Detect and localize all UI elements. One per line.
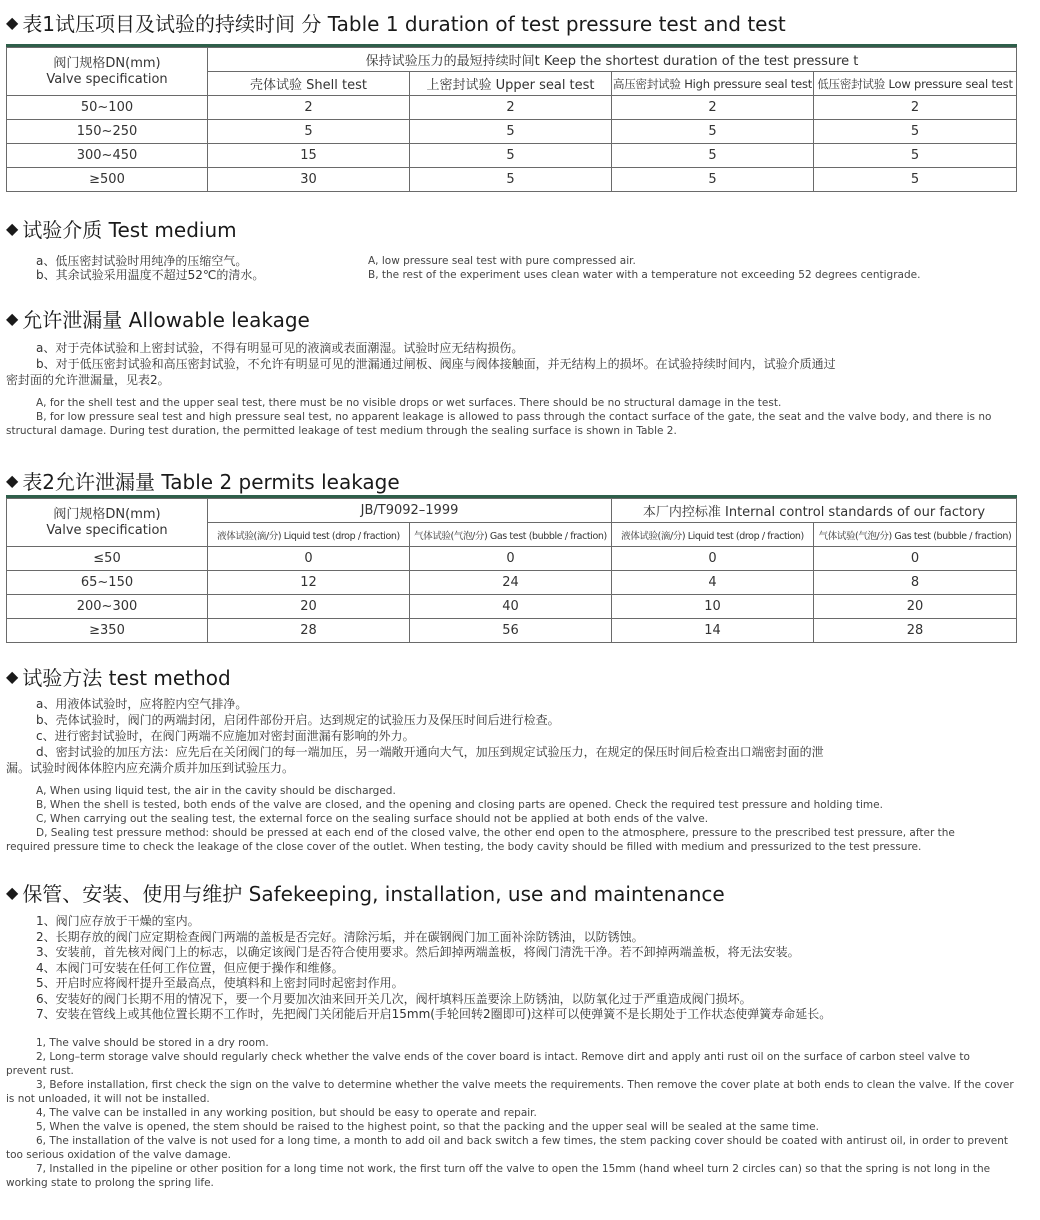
table-cell: 5 xyxy=(410,144,612,168)
table2-col0-cn: 阀门规格DN(mm) xyxy=(53,506,161,522)
maintenance-heading xyxy=(6,878,725,907)
table-cell: 5 xyxy=(814,168,1017,192)
table-row xyxy=(7,547,1017,571)
table-row xyxy=(7,619,1017,643)
table-cell: 0 xyxy=(612,547,814,571)
table-cell: 5 xyxy=(208,120,410,144)
table-row xyxy=(7,571,1017,595)
table-row xyxy=(7,144,1017,168)
table-cell: 300~450 xyxy=(7,144,208,168)
leakage-en-block xyxy=(6,396,1018,438)
maintenance-cn-line: 6、安装好的阀门长期不用的情况下，要一个月要加次油来回开关几次，阀杆填料压盖要涂上防锈油，以防氧化过于严重造成阀门损坏。 xyxy=(36,991,752,1006)
medium-cn-line: b、其余试验采用温度不超过52℃的清水。 xyxy=(36,268,265,282)
leakage-en-line: structural damage. During test duration, the permitted leakage of test medium through the sealing surface is shown in Table 2. xyxy=(6,425,677,437)
maintenance-cn-line: 7、安装在管线上或其他位置长期不工作时，先把阀门关闭能后开启15mm(手轮回转2圈即可)这样可以使弹簧不是长期处于工作状态使弹簧寿命延长。 xyxy=(36,1007,832,1021)
method-cn-line: c、进行密封试验时，在阀门两端不应施加对密封面泄漏有影响的外力。 xyxy=(36,729,415,743)
maintenance-cn-line: 1、阀门应存放于干燥的室内。 xyxy=(36,914,200,928)
maintenance-cn-block xyxy=(6,914,1018,1023)
maintenance-en-line: working state to prolong the spring life. xyxy=(6,1177,214,1189)
maintenance-en-line: 2, Long–term storage valve should regularly check whether the valve ends of the cover board is intact. Remove dirt and apply anti rust oil on the surface of carbon steel valve to xyxy=(36,1051,970,1063)
table2-col0-header xyxy=(7,499,208,547)
table-cell: 2 xyxy=(208,96,410,120)
table-cell: 5 xyxy=(612,144,814,168)
leakage-cn-line: a、对于壳体试验和上密封试验，不得有明显可见的液滴或表面潮湿。试验时应无结构损伤。 xyxy=(36,341,524,355)
method-heading xyxy=(6,662,231,691)
table1 xyxy=(6,44,1017,192)
maintenance-en-line: 6, The installation of the valve is not used for a long time, a month to add oil and back switch a few times, the stem packing cover should be coated with antirust oil, in order to prevent xyxy=(36,1135,1009,1147)
medium-cn-line: a、低压密封试验时用纯净的压缩空气。 xyxy=(36,254,248,268)
maintenance-en-line: prevent rust. xyxy=(6,1065,74,1077)
leakage-cn-line: 密封面的允许泄漏量，见表2。 xyxy=(6,373,170,387)
table-cell: 2 xyxy=(410,96,612,120)
method-en-line: B, When the shell is tested, both ends of the valve are closed, and the opening and closing parts are opened. Check the required test pressure and holding time. xyxy=(36,799,883,811)
medium-en-line: A, low pressure seal test with pure compressed air. xyxy=(368,255,636,267)
table1-group-header: 保持试验压力的最短持续时间t Keep the shortest duration of the test pressure t xyxy=(208,48,1017,72)
table-cell: 5 xyxy=(814,120,1017,144)
table-cell: 2 xyxy=(814,96,1017,120)
diamond-bullet-icon: ◆ xyxy=(6,471,19,490)
table-cell: 12 xyxy=(208,571,410,595)
maintenance-en-line: 7, Installed in the pipeline or other position for a long time not work, the first turn off the valve to open the 15mm (hand wheel turn 2 circles can) so that the spring is not long in the xyxy=(36,1163,991,1175)
table-cell: 4 xyxy=(612,571,814,595)
medium-en-block xyxy=(368,254,920,282)
table-cell: 15 xyxy=(208,144,410,168)
table-cell: 20 xyxy=(208,595,410,619)
maintenance-en-line: 4, The valve can be installed in any working position, but should be easy to operate and repair. xyxy=(36,1107,537,1119)
leakage-heading xyxy=(6,304,310,333)
table-cell: 5 xyxy=(410,168,612,192)
table2-group-header: JB/T9092–1999 xyxy=(208,499,612,523)
table-cell: 0 xyxy=(814,547,1017,571)
method-en-line: A, When using liquid test, the air in the cavity should be discharged. xyxy=(36,785,396,797)
maintenance-en-line: 3, Before installation, first check the sign on the valve to determine whether the valve meets the requirements. Then remove the cover plate at both ends to clean the valve. If the cover xyxy=(36,1079,1014,1091)
table-row xyxy=(7,595,1017,619)
table-cell: 24 xyxy=(410,571,612,595)
table1-subheader: 上密封试验 Upper seal test xyxy=(410,72,612,96)
table-cell: 10 xyxy=(612,595,814,619)
table1-heading-text: 表1试压项目及试验的持续时间 分 Table 1 duration of test pressure test and test xyxy=(22,12,786,36)
table2-subheader: 气体试验(气泡/分) Gas test (bubble / fraction) xyxy=(814,523,1017,547)
leakage-heading-text: 允许泄漏量 Allowable leakage xyxy=(22,308,310,332)
method-en-line: C, When carrying out the sealing test, the external force on the sealing surface should not be applied at both ends of the valve. xyxy=(36,813,709,825)
method-cn-block xyxy=(6,696,1018,776)
method-cn-line: a、用液体试验时，应将腔内空气排净。 xyxy=(36,697,248,711)
leakage-cn-line: b、对于低压密封试验和高压密封试验，不允许有明显可见的泄漏通过闸板、阀座与阀体接触面，并无结构上的损坏。在试验持续时间内，试验介质通过 xyxy=(36,357,836,371)
table2-subheader: 液体试验(滴/分) Liquid test (drop / fraction) xyxy=(612,523,814,547)
maintenance-cn-line: 2、长期存放的阀门应定期检查阀门两端的盖板是否完好。清除污垢，并在碳钢阀门加工面补涂防锈油，以防锈蚀。 xyxy=(36,929,644,944)
table2 xyxy=(6,495,1017,643)
table2-subheader: 液体试验(滴/分) Liquid test (drop / fraction) xyxy=(208,523,410,547)
method-en-line: required pressure time to check the leakage of the close cover of the outlet. When testing, the body cavity should be filled with medium and pressurized to the test pressure. xyxy=(6,841,922,853)
table-cell: 8 xyxy=(814,571,1017,595)
table-cell: 50~100 xyxy=(7,96,208,120)
table-cell: 28 xyxy=(814,619,1017,643)
table2-heading-text: 表2允许泄漏量 Table 2 permits leakage xyxy=(22,470,400,494)
maintenance-cn-line: 4、本阀门可安装在任何工作位置，但应便于操作和维修。 xyxy=(36,960,344,975)
table-cell: 14 xyxy=(612,619,814,643)
maintenance-en-line: is not unloaded, it will not be installed. xyxy=(6,1093,210,1105)
table2-group-header: 本厂内控标准 Internal control standards of our factory xyxy=(612,499,1017,523)
method-en-line: D, Sealing test pressure method: should be pressed at each end of the closed valve, the other end open to the atmosphere, pressure to the prescribed test pressure, after the xyxy=(36,827,955,839)
table1-col0-header xyxy=(7,48,208,96)
maintenance-cn-line: 3、安装前，首先核对阀门上的标志，以确定该阀门是否符合使用要求。然后卸掉两端盖板，将阀门清洗干净。若不卸掉两端盖板，将无法安装。 xyxy=(36,945,800,959)
medium-heading xyxy=(6,214,237,243)
maintenance-en-line: 1, The valve should be stored in a dry room. xyxy=(36,1037,269,1049)
table2-col0-en: Valve specification xyxy=(46,522,168,538)
method-heading-text: 试验方法 test method xyxy=(22,666,231,690)
maintenance-en-line: 5, When the valve is opened, the stem should be raised to the highest point, so that the packing and the upper seal will be sealed at the same time. xyxy=(36,1121,819,1133)
table1-subheader: 低压密封试验 Low pressure seal test xyxy=(814,72,1017,96)
diamond-bullet-icon: ◆ xyxy=(6,883,19,902)
medium-cn-block xyxy=(36,254,264,282)
table-cell: 65~150 xyxy=(7,571,208,595)
table-cell: 200~300 xyxy=(7,595,208,619)
table-cell: 56 xyxy=(410,619,612,643)
table-row xyxy=(7,168,1017,192)
diamond-bullet-icon: ◆ xyxy=(6,13,19,32)
method-cn-line: b、壳体试验时，阀门的两端封闭，启闭件部份开启。达到规定的试验压力及保压时间后进行检查。 xyxy=(36,713,560,727)
table2-heading xyxy=(6,466,400,495)
table2-subheader: 气体试验(气泡/分) Gas test (bubble / fraction) xyxy=(410,523,612,547)
table-cell: 150~250 xyxy=(7,120,208,144)
table-cell: ≥500 xyxy=(7,168,208,192)
medium-en-line: B, the rest of the experiment uses clean water with a temperature not exceeding 52 degrees centigrade. xyxy=(368,269,921,281)
table-cell: 28 xyxy=(208,619,410,643)
table1-col0-en: Valve specification xyxy=(46,71,168,87)
table1-subheader: 壳体试验 Shell test xyxy=(208,72,410,96)
table-cell: 40 xyxy=(410,595,612,619)
leakage-en-line: A, for the shell test and the upper seal test, there must be no visible drops or wet surfaces. There should be no structural damage in the test. xyxy=(36,397,782,409)
table1-col0-cn: 阀门规格DN(mm) xyxy=(53,55,161,71)
table-cell: 5 xyxy=(814,144,1017,168)
table-cell: 2 xyxy=(612,96,814,120)
table-row xyxy=(7,120,1017,144)
diamond-bullet-icon: ◆ xyxy=(6,667,19,686)
maintenance-en-block xyxy=(6,1036,1018,1190)
method-en-block xyxy=(6,784,1018,854)
table-cell: 5 xyxy=(612,168,814,192)
table-row xyxy=(7,96,1017,120)
method-cn-line: 漏。试验时阀体体腔内应充满介质并加压到试验压力。 xyxy=(6,761,295,775)
diamond-bullet-icon: ◆ xyxy=(6,219,19,238)
maintenance-cn-line: 5、开启时应将阀杆提升至最高点，使填料和上密封同时起密封作用。 xyxy=(36,976,404,990)
table1-heading xyxy=(6,8,786,37)
leakage-cn-block xyxy=(6,340,1018,388)
medium-heading-text: 试验介质 Test medium xyxy=(22,218,237,242)
table-cell: 20 xyxy=(814,595,1017,619)
table1-subheader: 高压密封试验 High pressure seal test xyxy=(612,72,814,96)
leakage-en-line: B, for low pressure seal test and high pressure seal test, no apparent leakage is allowed to pass through the contact surface of the gate, the seat and the valve body, and there is no xyxy=(36,411,992,423)
maintenance-heading-text: 保管、安装、使用与维护 Safekeeping, installation, use and maintenance xyxy=(22,882,725,906)
table-cell: ≤50 xyxy=(7,547,208,571)
table-cell: 0 xyxy=(208,547,410,571)
diamond-bullet-icon: ◆ xyxy=(6,309,19,328)
method-cn-line: d、密封试验的加压方法：应先后在关闭阀门的每一端加压，另一端敞开通向大气，加压到规定试验压力，在规定的保压时间后检查出口端密封面的泄 xyxy=(36,745,824,759)
table-cell: ≥350 xyxy=(7,619,208,643)
table-cell: 5 xyxy=(410,120,612,144)
table-cell: 0 xyxy=(410,547,612,571)
maintenance-en-line: too serious oxidation of the valve damage. xyxy=(6,1149,231,1161)
table-cell: 30 xyxy=(208,168,410,192)
table-cell: 5 xyxy=(612,120,814,144)
